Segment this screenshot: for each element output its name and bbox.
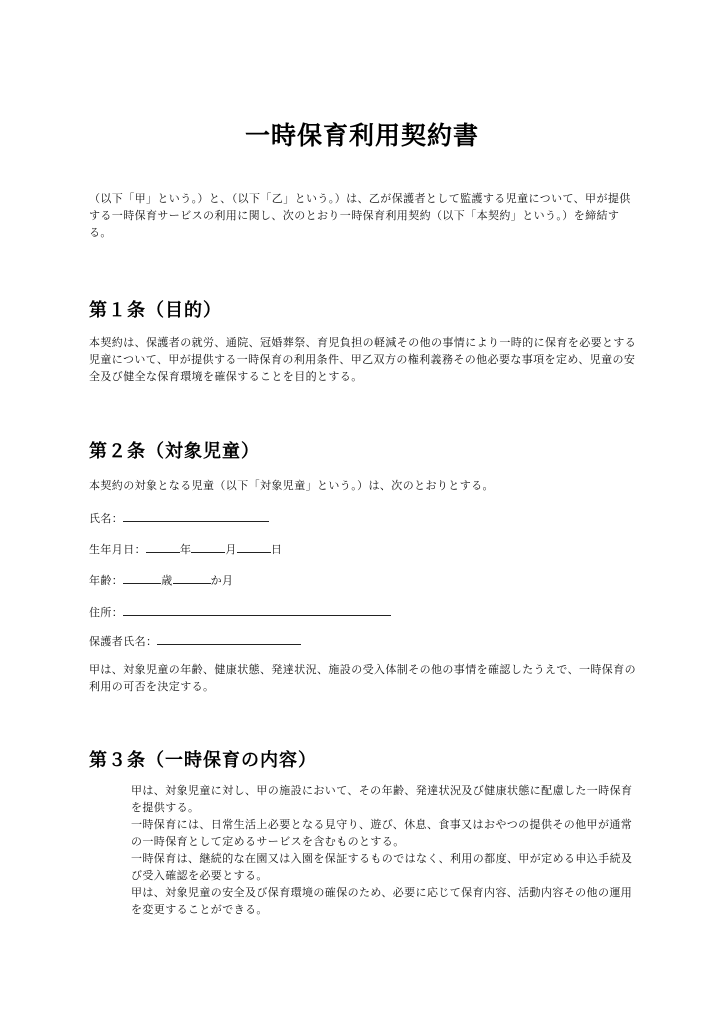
- address-field: [89, 603, 391, 620]
- article-3-item: 一時保育には、日常生活上必要となる見守り、遊び、休息、食事又はおやつの提供その他甲が通常の一時保育として定めるサービスを含むものとする。: [131, 818, 633, 848]
- article-2-heading: 第２条（対象児童）: [89, 441, 260, 462]
- birth-year-blank[interactable]: [146, 540, 180, 553]
- birthdate-field: [89, 540, 282, 557]
- document-title: 一時保育利用契約書: [244, 121, 479, 150]
- article-2-note: 甲は、対象児童の年齢、健康状態、発達状況、施設の受入体制その他の事情を確認したうえで、一時保育の利用の可否を決定する。: [89, 663, 636, 693]
- birth-month-blank[interactable]: [191, 540, 225, 553]
- preamble-paragraph: （以下「甲」という。）と、（以下「乙」という。）は、乙が保護者として監護する児童について、甲が提供する一時保育サービスの利用に関し、次のとおり一時保育利用契約（以下「本契約」という。）を締結する。: [89, 192, 631, 239]
- article-3-item: 甲は、対象児童の安全及び保育環境の確保のため、必要に応じて保育内容、活動内容その他の運用を変更することができる。: [131, 886, 633, 916]
- age-field: [89, 571, 233, 588]
- address-blank[interactable]: [123, 603, 391, 616]
- article-3-body: [131, 782, 636, 918]
- birth-day-unit: 日: [270, 543, 283, 556]
- birth-day-blank[interactable]: [237, 540, 271, 553]
- child-name-label: 氏名：: [89, 512, 124, 525]
- article-3-item: 一時保育は、継続的な在園又は入園を保証するものではなく、利用の都度、甲が定める申込手続及び受入確認を必要とする。: [131, 852, 633, 882]
- age-months-blank[interactable]: [173, 571, 211, 584]
- age-label: 年齢：: [89, 574, 124, 587]
- birth-month-unit: 月: [225, 543, 237, 556]
- guardian-name-field: [89, 632, 301, 649]
- child-name-blank[interactable]: [123, 509, 269, 522]
- address-label: 住所：: [89, 606, 124, 619]
- article-1-body: 本契約は、保護者の就労、通院、冠婚葬祭、育児負担の軽減その他の事情により一時的に保育を必要とする児童について、甲が提供する一時保育の利用条件、甲乙双方の権利義務その他必要な事項を定め、児童の安全及び健全な保育環境を確保することを目的とする。: [89, 336, 637, 383]
- article-1-heading: 第１条（目的）: [89, 300, 222, 321]
- child-name-field: [89, 509, 269, 526]
- age-years-blank[interactable]: [123, 571, 161, 584]
- birthdate-label: 生年月日：: [89, 543, 146, 556]
- article-3-heading: 第３条（一時保育の内容）: [89, 750, 317, 771]
- article-3-item: 甲は、対象児童に対し、甲の施設において、その年齢、発達状況及び健康状態に配慮した一時保育を提供する。: [131, 784, 633, 814]
- age-months-unit: か月: [210, 574, 234, 587]
- birth-year-unit: 年: [180, 543, 192, 556]
- guardian-name-label: 保護者氏名：: [89, 635, 158, 648]
- article-2-intro: 本契約の対象となる児童（以下「対象児童」という。）は、次のとおりとする。: [89, 479, 494, 492]
- age-years-unit: 歳: [161, 574, 173, 587]
- guardian-name-blank[interactable]: [157, 632, 301, 645]
